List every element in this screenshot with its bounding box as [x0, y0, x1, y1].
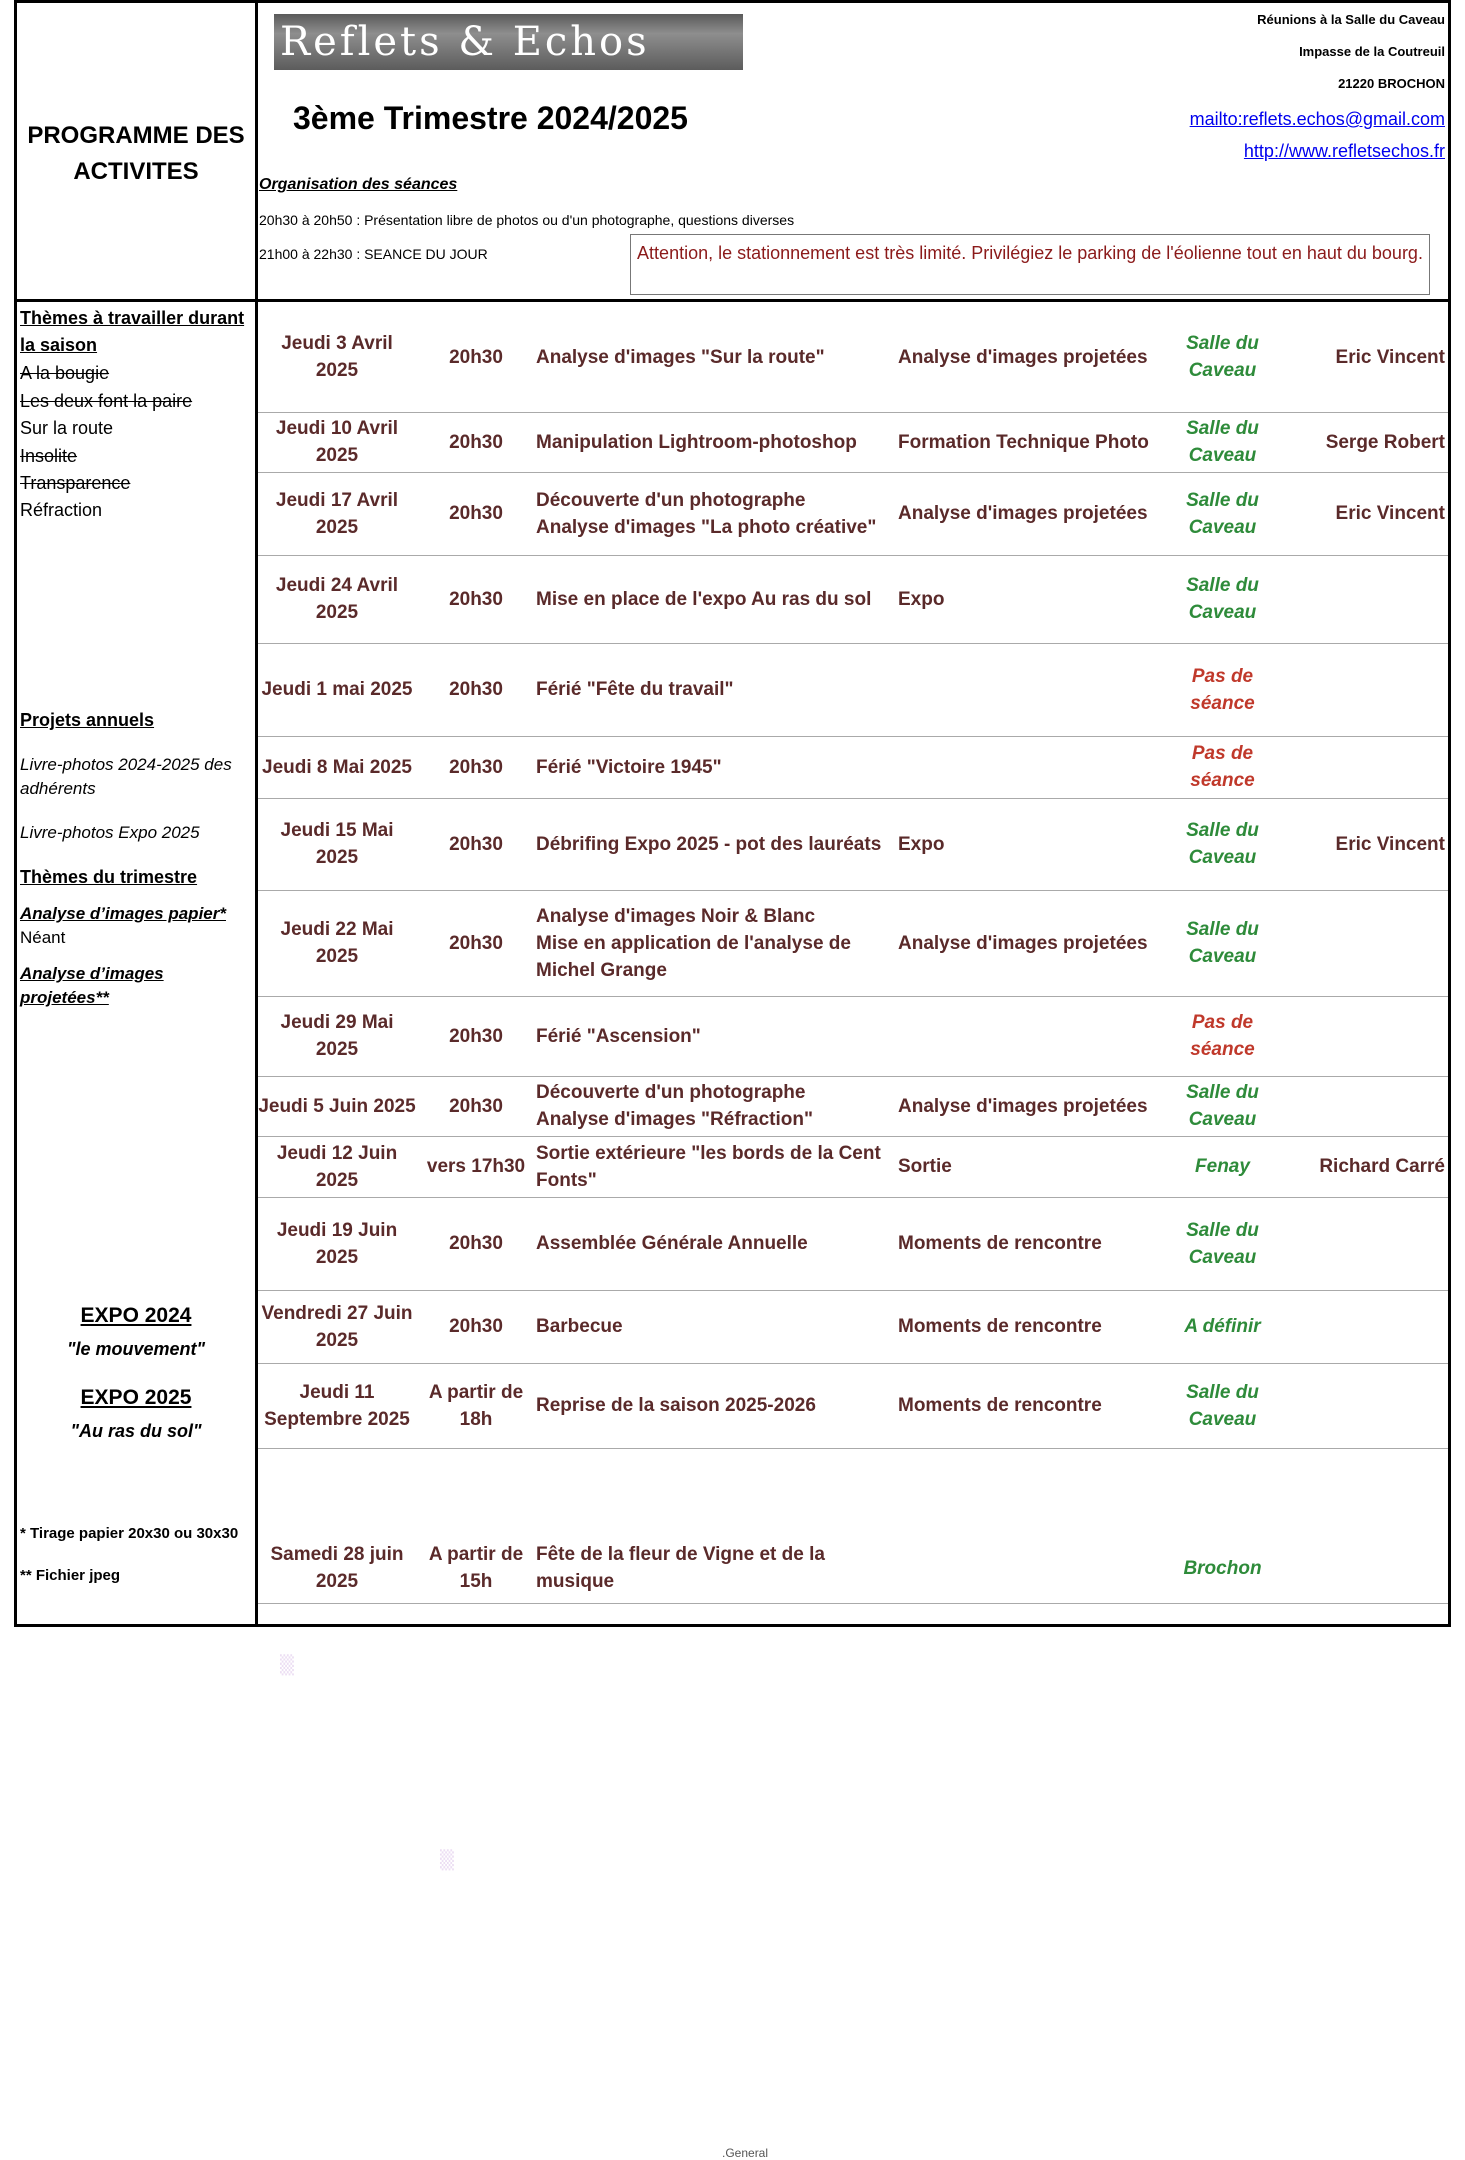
row-type-line: Moments de rencontre	[898, 1233, 1102, 1254]
row-animator	[1290, 344, 1445, 371]
row-date-line: Jeudi 10 Avril	[275, 418, 399, 439]
row-date-line: Jeudi 5 Juin 2025	[258, 1095, 416, 1117]
note-papier: * Tirage papier 20x30 ou 30x30	[20, 1525, 239, 1542]
row-type-line: Moments de rencontre	[898, 1316, 1102, 1337]
footer-label: .General	[722, 2146, 769, 2160]
row-title-line: Analyse d'images "Réfraction"	[536, 1109, 814, 1130]
row-separator	[258, 996, 1448, 997]
logo: Reflets & Echos	[274, 14, 743, 70]
projets-title: Projets annuels	[20, 710, 155, 730]
row-separator	[258, 736, 1448, 737]
row-date-line: 2025	[315, 516, 359, 538]
row-place	[1160, 1217, 1285, 1271]
row-animator-line: Eric Vincent	[1335, 503, 1445, 524]
row-separator	[258, 1076, 1448, 1077]
row-date-line: Jeudi 11	[299, 1381, 375, 1403]
website-link[interactable]: http://www.refletsechos.fr	[1243, 141, 1445, 161]
projet-1a: Livre-photos 2024-2025 des	[20, 755, 232, 774]
theme-item: A la bougie	[20, 363, 110, 383]
row-place-line: Caveau	[1188, 1408, 1257, 1430]
organisation-line-2: 21h00 à 22h30 : SEANCE DU JOUR	[259, 246, 488, 262]
row-time-line: 20h30	[449, 756, 503, 778]
row-title	[536, 903, 886, 984]
row-date	[258, 916, 416, 970]
row-time-line: A partir de	[428, 1544, 524, 1565]
row-place-line: Salle du	[1186, 1381, 1259, 1403]
row-title-line: Férié "Victoire 1945"	[536, 756, 722, 778]
row-time	[420, 754, 532, 781]
row-place	[1160, 330, 1285, 384]
row-type-line: Analyse d'images projetées	[898, 1095, 1148, 1117]
row-date	[258, 330, 416, 384]
organisation-line-1: 20h30 à 20h50 : Présentation libre de photos ou d'un photographe, questions diverses	[259, 212, 795, 228]
row-date-line: 2025	[315, 445, 359, 466]
row-separator	[258, 555, 1448, 556]
theme-item: Transparence	[20, 473, 131, 493]
row-separator	[258, 1197, 1448, 1198]
row-place-line: Caveau	[1188, 1246, 1257, 1268]
row-title	[536, 1392, 886, 1419]
row-date-line: 2025	[315, 602, 359, 623]
row-place	[1160, 817, 1285, 871]
row-date	[258, 1217, 416, 1271]
address-line-1: Réunions à la Salle du Caveau	[1257, 12, 1445, 27]
row-type-line: Analyse d'images projetées	[898, 932, 1148, 954]
row-title-line: Mise en place de l'expo Au ras du sol	[536, 588, 872, 610]
row-title-line: Sortie extérieure "les bords de la Cent	[536, 1142, 881, 1164]
row-title-line: Analyse d'images "Sur la route"	[536, 346, 825, 368]
row-time	[420, 1153, 532, 1180]
header-divider	[14, 299, 1451, 302]
row-place	[1160, 1009, 1285, 1063]
row-time-line: 20h30	[449, 1095, 503, 1117]
row-date-line: Septembre 2025	[264, 1408, 410, 1430]
row-date-line: Samedi 28 juin	[270, 1544, 404, 1565]
row-place-line: Caveau	[1188, 516, 1257, 538]
row-title	[536, 1313, 886, 1340]
row-time	[420, 1023, 532, 1050]
theme-item: Insolite	[20, 446, 78, 466]
row-title	[536, 1079, 886, 1133]
row-separator	[258, 1363, 1448, 1364]
row-time-line: 20h30	[449, 1233, 503, 1254]
row-place-line: séance	[1190, 1039, 1255, 1060]
expo-2024-subtitle: "le mouvement"	[66, 1339, 206, 1359]
row-place	[1160, 415, 1285, 469]
row-separator	[258, 1448, 1448, 1449]
row-time	[420, 1313, 532, 1340]
trimestre-themes-title: Thèmes du trimestre	[20, 867, 198, 887]
row-place	[1160, 663, 1285, 717]
row-type-line: Expo	[898, 588, 945, 610]
row-title	[536, 831, 886, 858]
row-type-line: Formation Technique Photo	[898, 431, 1149, 453]
row-title	[536, 1140, 886, 1194]
row-date	[258, 415, 416, 469]
row-type	[898, 1230, 1158, 1257]
row-title-line: Mise en application de l'analyse de	[536, 932, 851, 954]
row-place-line: Fenay	[1195, 1156, 1250, 1177]
row-place-line: Salle du	[1186, 1082, 1259, 1103]
row-type	[898, 930, 1158, 957]
row-time-line: 20h30	[449, 932, 503, 954]
row-time	[420, 1093, 532, 1120]
row-place	[1160, 916, 1285, 970]
row-separator	[258, 1136, 1448, 1137]
row-place-line: Pas de	[1191, 665, 1254, 687]
row-date-line: 2025	[315, 1329, 359, 1351]
papier-title: Analyse d’images papier*	[20, 904, 226, 923]
row-animator	[1290, 429, 1445, 456]
row-title-line: Analyse d'images "La photo créative"	[536, 516, 877, 538]
row-date-line: Jeudi 19 Juin	[276, 1219, 398, 1241]
row-place-line: Pas de	[1191, 743, 1254, 764]
row-place-line: Salle du	[1186, 333, 1259, 354]
row-type	[898, 1313, 1158, 1340]
row-title-line: Fonts"	[536, 1169, 597, 1191]
expo-2024-title: EXPO 2024	[80, 1304, 192, 1327]
row-separator	[258, 412, 1448, 413]
row-place	[1160, 1555, 1285, 1582]
row-animator-line: Eric Vincent	[1335, 346, 1445, 368]
papier-value: Néant	[20, 928, 66, 947]
parking-warning: Attention, le stationnement est très limité. Privilégiez le parking de l'éolienne tout en haut du bourg.	[630, 234, 1430, 295]
program-title: PROGRAMME DES ACTIVITES	[27, 122, 245, 185]
row-time-line: 20h30	[449, 503, 503, 524]
row-place-line: séance	[1190, 770, 1255, 791]
row-date-line: Jeudi 29 Mai	[280, 1012, 394, 1033]
row-date	[258, 754, 416, 781]
row-title-line: Michel Grange	[536, 959, 667, 981]
row-place	[1160, 1153, 1285, 1180]
row-title-line: Analyse d'images Noir & Blanc	[536, 905, 816, 927]
row-time	[420, 1541, 532, 1595]
row-title	[536, 676, 886, 703]
row-date-line: 2025	[315, 847, 359, 868]
trimestre-title: 3ème Trimestre 2024/2025	[293, 100, 688, 136]
expo-2025-title: EXPO 2025	[80, 1386, 192, 1409]
projetees-title-a: Analyse d’images	[20, 964, 164, 983]
ghost-artifact: ▒	[440, 1850, 454, 1871]
row-separator	[258, 890, 1448, 891]
row-place-line: Salle du	[1186, 418, 1259, 439]
row-type	[898, 344, 1158, 371]
row-time-line: 20h30	[449, 833, 503, 855]
row-type-line: Analyse d'images projetées	[898, 346, 1148, 368]
row-time	[420, 344, 532, 371]
row-type-line: Analyse d'images projetées	[898, 503, 1148, 524]
row-date-line: Jeudi 1 mai 2025	[261, 679, 413, 700]
row-title-line: Découverte d'un photographe	[536, 1082, 806, 1103]
row-time	[420, 1230, 532, 1257]
row-date-line: Jeudi 3 Avril	[281, 333, 393, 354]
row-date	[258, 676, 416, 703]
row-date-line: Jeudi 8 Mai 2025	[262, 756, 412, 778]
row-title-line: Assemblée Générale Annuelle	[536, 1233, 808, 1254]
row-separator	[258, 1290, 1448, 1291]
row-time-line: 20h30	[449, 1025, 503, 1047]
row-date	[258, 1379, 416, 1433]
row-title	[536, 1023, 886, 1050]
row-date	[258, 1009, 416, 1063]
row-time-line: A partir de	[428, 1381, 524, 1403]
row-date-line: 2025	[315, 946, 359, 967]
row-time-line: 20h30	[449, 1316, 503, 1337]
row-date	[258, 817, 416, 871]
row-title	[536, 344, 886, 371]
row-place	[1160, 487, 1285, 541]
row-date-line: 2025	[315, 1039, 359, 1060]
row-title-line: Manipulation Lightroom-photoshop	[536, 431, 857, 453]
row-date	[258, 487, 416, 541]
row-animator-line: Serge Robert	[1325, 431, 1445, 453]
row-place-line: séance	[1190, 692, 1255, 714]
ghost-artifact: ▒	[280, 1655, 294, 1676]
projet-2: Livre-photos Expo 2025	[20, 823, 200, 842]
row-place-line: A définir	[1184, 1316, 1261, 1337]
row-place-line: Salle du	[1186, 575, 1259, 596]
row-date-line: Jeudi 22 Mai	[280, 919, 394, 940]
row-title-line: Découverte d'un photographe	[536, 489, 806, 511]
row-place-line: Salle du	[1186, 1219, 1259, 1241]
row-title-line: Barbecue	[536, 1316, 623, 1337]
theme-item: Sur la route	[20, 418, 114, 438]
row-animator	[1290, 500, 1445, 527]
row-date	[258, 1093, 416, 1120]
row-time	[420, 676, 532, 703]
row-place-line: Salle du	[1186, 820, 1259, 841]
row-title-line: musique	[536, 1571, 615, 1592]
row-time-line: 20h30	[449, 346, 503, 368]
row-place-line: Salle du	[1186, 489, 1259, 511]
row-date-line: Jeudi 15 Mai	[280, 820, 394, 841]
row-separator	[258, 1603, 1448, 1604]
row-place-line: Caveau	[1188, 847, 1257, 868]
row-animator-line: Eric Vincent	[1335, 833, 1445, 855]
row-place	[1160, 1079, 1285, 1133]
row-date	[258, 1541, 416, 1595]
row-type	[898, 831, 1158, 858]
row-animator-line: Richard Carré	[1319, 1156, 1445, 1177]
row-time	[420, 831, 532, 858]
theme-item: Les deux font la paire	[20, 391, 193, 411]
row-date-line: Jeudi 17 Avril	[275, 489, 399, 511]
row-date	[258, 572, 416, 626]
row-time-line: 15h	[459, 1571, 493, 1592]
row-time	[420, 429, 532, 456]
row-title-line: Débrifing Expo 2025 - pot des lauréats	[536, 833, 882, 855]
row-place	[1160, 1313, 1285, 1340]
row-time-line: 20h30	[449, 679, 503, 700]
row-date	[258, 1140, 416, 1194]
row-animator	[1290, 1153, 1445, 1180]
row-type	[898, 1093, 1158, 1120]
row-time-line: 20h30	[449, 431, 503, 453]
row-time	[420, 500, 532, 527]
row-time-line: 18h	[459, 1408, 493, 1430]
email-link[interactable]: mailto:reflets.echos@gmail.com	[1189, 109, 1445, 129]
projetees-title-b: projetées**	[20, 988, 109, 1007]
row-type	[898, 1392, 1158, 1419]
row-place-line: Brochon	[1183, 1557, 1262, 1579]
projet-1b: adhérents	[20, 779, 96, 798]
row-place	[1160, 740, 1285, 794]
row-title	[536, 429, 886, 456]
organisation-title: Organisation des séances	[259, 176, 458, 193]
row-date-line: 2025	[315, 1169, 359, 1191]
row-type	[898, 586, 1158, 613]
row-type-line: Sortie	[898, 1156, 952, 1177]
row-date-line: Jeudi 24 Avril	[275, 575, 399, 596]
row-place-line: Caveau	[1188, 1109, 1257, 1130]
theme-item: Réfraction	[20, 500, 103, 520]
row-place-line: Caveau	[1188, 602, 1257, 623]
row-time-line: vers 17h30	[426, 1156, 526, 1177]
row-place-line: Caveau	[1188, 445, 1257, 466]
row-separator	[258, 472, 1448, 473]
row-time	[420, 1379, 532, 1433]
row-type-line: Moments de rencontre	[898, 1395, 1102, 1416]
row-time	[420, 930, 532, 957]
address-line-3: 21220 BROCHON	[1338, 76, 1445, 91]
row-title-line: Fête de la fleur de Vigne et de la	[536, 1544, 825, 1565]
themes-title-1: Thèmes à travailler durant	[20, 308, 245, 328]
row-title	[536, 754, 886, 781]
row-title	[536, 1541, 886, 1595]
row-type	[898, 500, 1158, 527]
row-animator	[1290, 831, 1445, 858]
row-time	[420, 586, 532, 613]
row-date-line: 2025	[315, 1246, 359, 1268]
row-place-line: Caveau	[1188, 946, 1257, 967]
row-title	[536, 586, 886, 613]
row-title-line: Reprise de la saison 2025-2026	[536, 1395, 816, 1416]
row-separator	[258, 798, 1448, 799]
themes-title-2: la saison	[20, 335, 98, 355]
row-date-line: 2025	[315, 1571, 359, 1592]
row-date-line: Jeudi 12 Juin	[276, 1142, 398, 1164]
row-date-line: Vendredi 27 Juin	[261, 1302, 413, 1324]
row-place	[1160, 1379, 1285, 1433]
row-place-line: Salle du	[1186, 919, 1259, 940]
row-type	[898, 1153, 1158, 1180]
row-title-line: Férié "Fête du travail"	[536, 679, 734, 700]
address-line-2: Impasse de la Coutreuil	[1299, 44, 1445, 59]
row-type-line: Expo	[898, 833, 945, 855]
row-date-line: 2025	[315, 360, 359, 381]
row-separator	[258, 643, 1448, 644]
row-date	[258, 1300, 416, 1354]
row-type	[898, 429, 1158, 456]
note-jpeg: ** Fichier jpeg	[20, 1567, 121, 1584]
row-time-line: 20h30	[449, 588, 503, 610]
row-place-line: Caveau	[1188, 360, 1257, 381]
row-place	[1160, 572, 1285, 626]
row-title	[536, 487, 886, 541]
expo-2025-subtitle: "Au ras du sol"	[70, 1421, 202, 1441]
row-title-line: Férié "Ascension"	[536, 1025, 701, 1047]
row-title	[536, 1230, 886, 1257]
row-place-line: Pas de	[1191, 1012, 1254, 1033]
